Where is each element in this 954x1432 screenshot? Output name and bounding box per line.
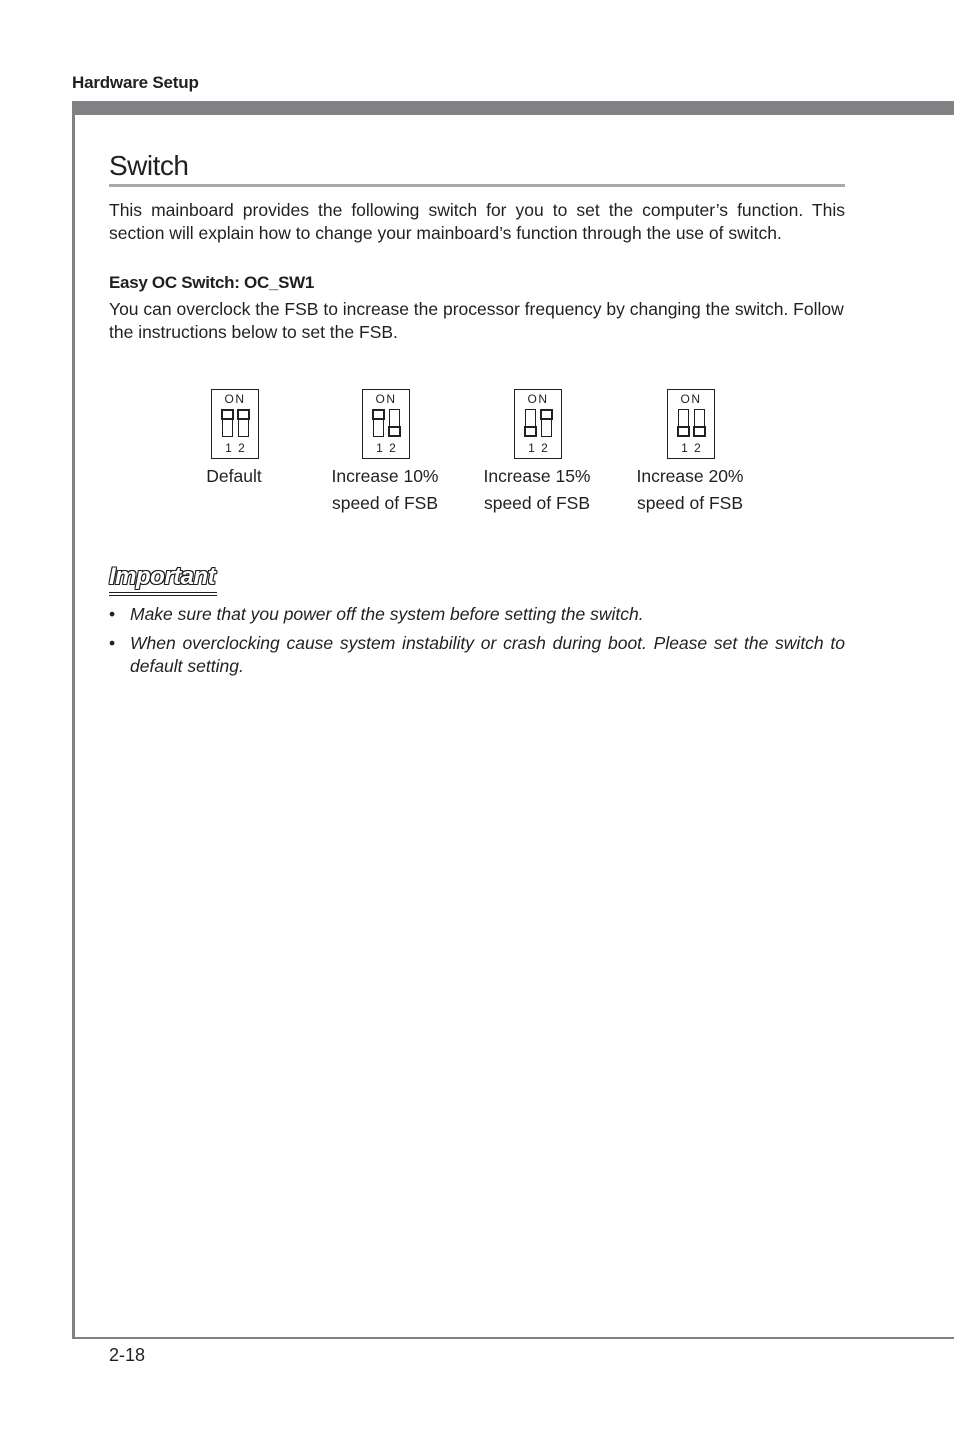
page-title: Switch bbox=[109, 150, 189, 181]
switch-number-label: 1 2 bbox=[376, 441, 396, 455]
title-underline bbox=[109, 184, 845, 187]
switch-caption bbox=[457, 463, 617, 517]
switch-slot-1 bbox=[678, 409, 689, 437]
important-list bbox=[109, 603, 845, 684]
important-heading: Important bbox=[109, 563, 216, 590]
switch-on-label: ON bbox=[527, 392, 549, 406]
dip-switch-icon bbox=[667, 389, 715, 459]
list-item-text: When overclocking cause system instability or crash during boot. Please set the switch to default setting. bbox=[130, 633, 845, 676]
list-item bbox=[109, 632, 845, 678]
switch-caption-line2: speed of FSB bbox=[483, 493, 591, 513]
switch-caption bbox=[305, 463, 465, 517]
switch-caption-line2: speed of FSB bbox=[331, 493, 439, 513]
switch-caption bbox=[154, 463, 314, 490]
switch-caption-line2: speed of FSB bbox=[636, 493, 744, 513]
important-underline-2 bbox=[109, 595, 217, 596]
list-item-text: Make sure that you power off the system before setting the switch. bbox=[130, 604, 644, 624]
dip-switch-icon bbox=[514, 389, 562, 459]
switch-on-label: ON bbox=[224, 392, 246, 406]
left-margin-rule bbox=[72, 101, 75, 1338]
list-item bbox=[109, 603, 845, 626]
description-paragraph: You can overclock the FSB to increase the processor frequency by changing the switch. Follow the instructions below to set the FSB. bbox=[109, 299, 844, 342]
dip-switch-icon bbox=[211, 389, 259, 459]
switch-knob-up bbox=[221, 409, 234, 420]
switch-knob-down bbox=[388, 426, 401, 437]
switch-slot-2 bbox=[541, 409, 552, 437]
switch-number-label: 1 2 bbox=[528, 441, 548, 455]
switch-caption-line1: Default bbox=[206, 466, 262, 486]
switch-knob-up bbox=[540, 409, 553, 420]
switch-on-label: ON bbox=[680, 392, 702, 406]
switch-caption-line1: Increase 15% bbox=[483, 466, 591, 486]
switch-slot-2 bbox=[389, 409, 400, 437]
switch-number-label: 1 2 bbox=[681, 441, 701, 455]
bullet-icon: • bbox=[109, 633, 116, 653]
switch-caption-line1: Increase 10% bbox=[331, 466, 439, 486]
switch-knob-down bbox=[524, 426, 537, 437]
switch-number-label: 1 2 bbox=[225, 441, 245, 455]
switch-slot-2 bbox=[694, 409, 705, 437]
switch-knob-up bbox=[372, 409, 385, 420]
switch-caption bbox=[610, 463, 770, 517]
switch-slot-1 bbox=[525, 409, 536, 437]
switch-slot-2 bbox=[238, 409, 249, 437]
switch-knob-up bbox=[237, 409, 250, 420]
header-bar bbox=[72, 101, 954, 115]
dip-switch-icon bbox=[362, 389, 410, 459]
switch-slot-1 bbox=[373, 409, 384, 437]
page-number: 2-18 bbox=[109, 1345, 146, 1365]
switch-caption-line1: Increase 20% bbox=[636, 466, 744, 486]
intro-paragraph: This mainboard provides the following switch for you to set the computer’s function. This section will explain how to change your mainboard’s function through the use of switch. bbox=[109, 200, 845, 243]
switch-knob-down bbox=[693, 426, 706, 437]
switch-knob-down bbox=[677, 426, 690, 437]
subheading: Easy OC Switch: OC_SW1 bbox=[109, 273, 315, 292]
switch-on-label: ON bbox=[375, 392, 397, 406]
bullet-icon: • bbox=[109, 604, 116, 624]
important-underline bbox=[109, 592, 217, 593]
footer-rule bbox=[72, 1337, 954, 1339]
section-header: Hardware Setup bbox=[72, 73, 199, 92]
switch-slot-1 bbox=[222, 409, 233, 437]
